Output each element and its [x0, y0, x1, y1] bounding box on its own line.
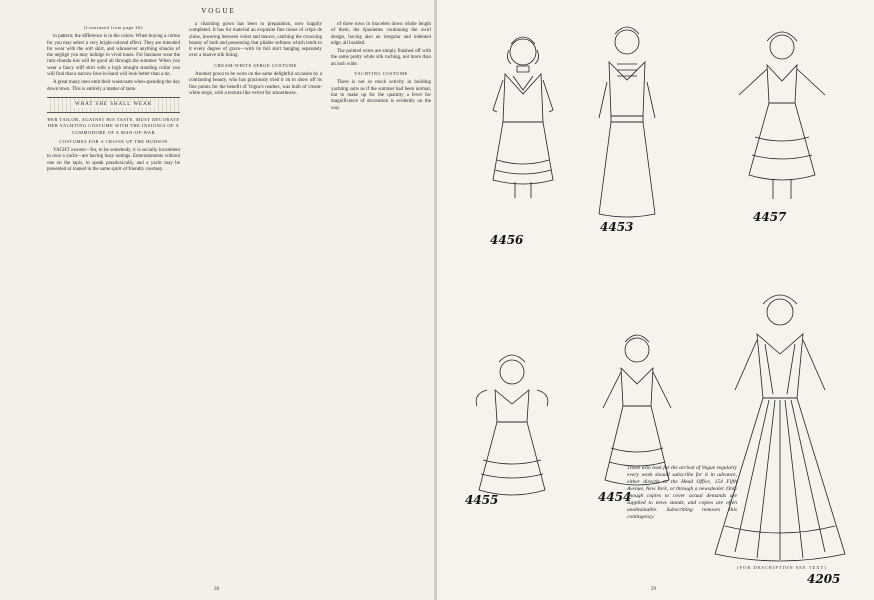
figure-number: 4457 — [753, 210, 787, 224]
fashion-figure-illustration — [727, 25, 837, 205]
description-note: (FOR DESCRIPTION SEE TEXT) — [737, 565, 827, 570]
text-column-3 — [331, 22, 431, 114]
section-ornament — [47, 97, 180, 113]
fashion-figure-illustration — [457, 350, 567, 510]
fashion-figure-illustration — [695, 290, 865, 570]
fashion-figure-illustration — [483, 30, 563, 210]
page-header: VOGUE — [201, 7, 236, 15]
paragraph: a charming gown has been in preparation, now happily completed. It has for material an exquisite fine tissue of crêpe de chine, lowering between violet and mauve, catching the crowning beauty of both and possessing that pliable softness which lends to it every degree of grace—with its full skirt hanging separately over a mauve silk lining. — [189, 22, 322, 59]
subscription-notice: Those who look for the arrival of Vogue regularly every week should subscribe for it in advance, either directly to the Head Office, 154 Fifth Avenue, New York, or through a newsdealer. Only enough copies to cover actual demands are supplied to news stands, and copies are often unobtainable. Subscribing removes this contingency. — [627, 465, 737, 520]
section-subtitle-2: COSTUMES FOR A CRUISE UP THE HUDSON — [59, 138, 168, 144]
right-page — [437, 0, 874, 600]
paragraph: There is not so much activity in building yachting suits as if the summer had been normal, but to make up for the quantity a fever for magnificence of decoration is evidently on the way. — [331, 80, 431, 111]
paragraph: YACHT owners—for, to be somebody, it is socially incumbent to own a yacht—are having busy outings. Entertainments without one on the tapis, to speak paradoxically, and a yacht may be presented or loaned in the same spirit of friendly courtesy. — [47, 148, 180, 173]
text-column-2 — [189, 22, 322, 99]
section-subtitle: HER TAILOR, AGAINST HIS TASTE, MUST DECORATE HER YACHTING COSTUME WITH THE INSIGNIA OF A COMMODORE OF A MAN-OF-WAR — [47, 116, 180, 135]
figure-number: 4205 — [807, 572, 841, 586]
page-number: 28 — [214, 587, 219, 592]
section-heading: CREAM-WHITE SERGE COSTUME — [214, 62, 297, 68]
paragraph: Another gown to be worn on the same delightful occasion by a contrasting beauty, who has graciously tried it on to show off its fine points for the benefit of Vogue's readers, was built of cream-white serge, with a texture like velvet for smoothness. — [189, 72, 322, 96]
figure-number: 4455 — [465, 493, 499, 507]
figure-number: 4456 — [490, 233, 524, 247]
section-heading: YACHTING COSTUME — [354, 71, 408, 77]
page-number: 29 — [651, 587, 656, 592]
figure-number: 4454 — [598, 490, 632, 504]
figure-number: 4453 — [600, 220, 634, 234]
fashion-figure-illustration — [587, 22, 667, 222]
text-column-1 — [47, 22, 180, 175]
paragraph: A great many men omit their waistcoats when spending the day down town. This is entirely a matter of taste. — [47, 80, 180, 92]
continued-note: (Continued from page 26) — [84, 25, 143, 30]
paragraph: in pattern; the difference is in the colors. When buying a cotton for you may select a very bright-colored effect. They are intended for wear with the soft shirt, and whosoever anything smacks of the négligé you may indulge in vivid tones. For business wear the rum-chunda ties will be good all through the summer. When you wear a fancy stiff shirt with a high straight standing collar you will find that a narrow four-in-hand will look better than a tie. — [47, 34, 180, 78]
section-title: WHAT SHE SHALL WEAR — [72, 102, 155, 108]
paragraph: of three rows in bracelets down whole length of them, the épaulettes continuing the swirl design, having also an irregular and indented edge, all braided. — [331, 22, 431, 46]
paragraph: The pointed wires are simply finished off with the same pretty white silk ruching, not more than an inch wide. — [331, 49, 431, 67]
